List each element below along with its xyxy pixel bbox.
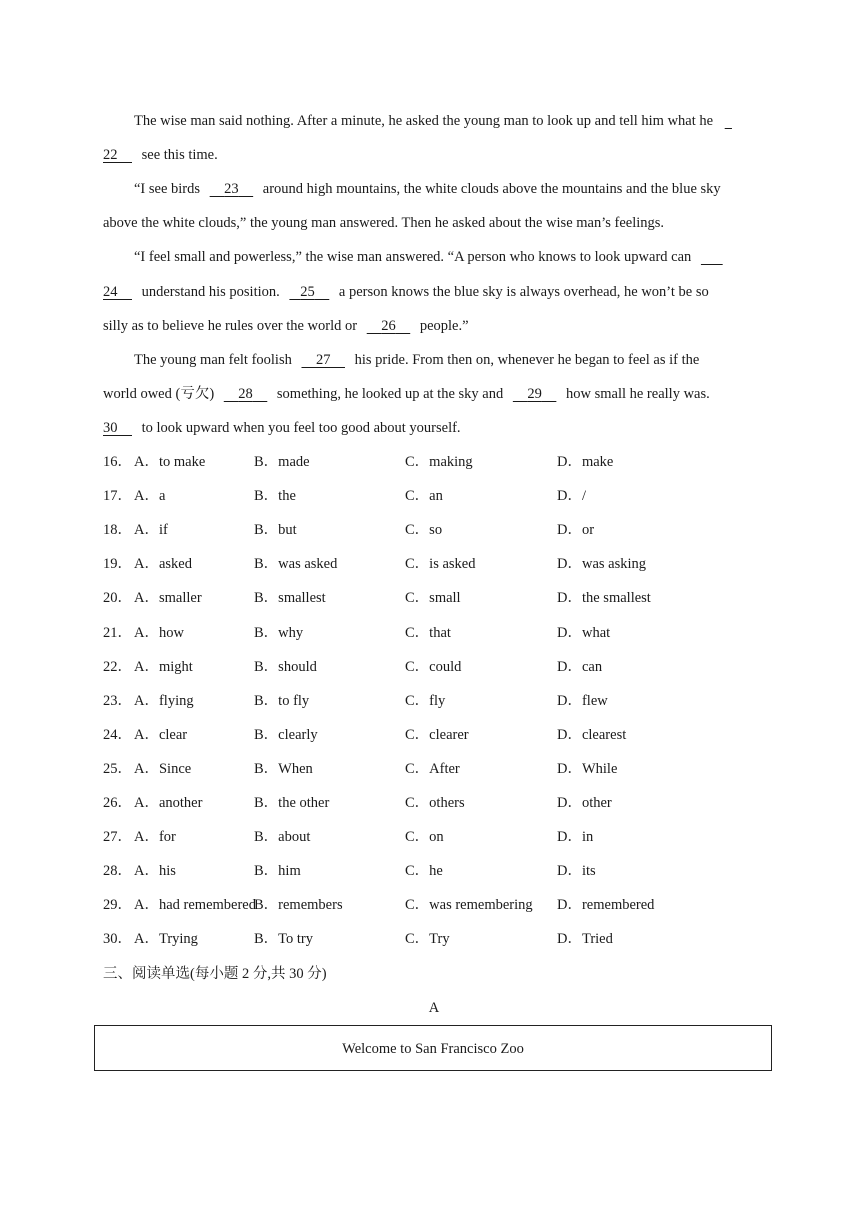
- option-a[interactable]: A．another: [134, 795, 203, 811]
- blank-23: 23: [224, 181, 239, 197]
- blank-27: 27: [315, 352, 331, 368]
- option-d[interactable]: D．/: [557, 488, 586, 505]
- passage-line: [134, 179, 721, 199]
- passage-text: something, he looked up at the sky and: [276, 386, 504, 402]
- option-b[interactable]: B．was asked: [254, 556, 338, 573]
- passage-text: see this time.: [141, 147, 218, 163]
- option-a[interactable]: A．for: [134, 829, 176, 846]
- passage-text: The wise man said nothing. After a minute, he asked the young man to look up and tell him what he: [134, 113, 714, 129]
- option-c[interactable]: C．Try: [405, 931, 450, 948]
- option-b[interactable]: B．but: [254, 522, 297, 539]
- option-b[interactable]: B．should: [254, 658, 317, 675]
- passage-line: [134, 247, 723, 267]
- option-d[interactable]: D．can: [557, 658, 603, 675]
- blank-22: 22: [103, 147, 118, 163]
- passage-text: silly as to believe he rules over the world or: [103, 318, 358, 334]
- option-a[interactable]: A．how: [134, 624, 184, 641]
- option-c[interactable]: C．so: [405, 522, 443, 539]
- blank-25: 25: [300, 284, 315, 300]
- option-a[interactable]: A．flying: [134, 692, 194, 709]
- blank-28: 28: [238, 386, 253, 402]
- option-a[interactable]: A．smaller: [134, 590, 202, 607]
- question-number: 30．: [103, 931, 132, 948]
- question-number: 20．: [103, 590, 132, 607]
- option-d[interactable]: D．flew: [557, 692, 608, 709]
- passage-text: world owed (亏欠): [103, 386, 215, 402]
- passage-line: [103, 213, 664, 233]
- option-a[interactable]: A．Trying: [134, 931, 198, 948]
- passage-line: [134, 111, 732, 131]
- option-b[interactable]: B．the: [254, 488, 296, 505]
- option-a[interactable]: A．to make: [134, 454, 206, 470]
- option-d[interactable]: D．was asking: [557, 556, 647, 573]
- question-number: 18．: [103, 522, 132, 539]
- question-number: 27．: [103, 829, 132, 846]
- passage-text: “I see birds: [134, 181, 201, 197]
- blank-30: 30: [103, 420, 118, 436]
- option-b[interactable]: B．When: [254, 760, 313, 777]
- passage-text: his pride. From then on, whenever he began to feel as if the: [354, 352, 700, 368]
- option-c[interactable]: C．making: [405, 454, 473, 470]
- passage-line: [103, 282, 709, 302]
- passage-label: A: [428, 1000, 440, 1016]
- passage-text: to look upward when you feel too good about yourself.: [141, 420, 461, 436]
- option-b[interactable]: B．smallest: [254, 590, 326, 607]
- option-a[interactable]: A．a: [134, 488, 166, 505]
- option-b[interactable]: B．remembers: [254, 897, 343, 914]
- question-number: 21．: [103, 624, 132, 641]
- option-c[interactable]: C．on: [405, 829, 444, 846]
- passage-text: “I feel small and powerless,” the wise man answered. “A person who knows to look upward can: [134, 249, 692, 265]
- option-a[interactable]: A．might: [134, 658, 193, 675]
- option-a[interactable]: A．had remembered: [134, 897, 256, 914]
- passage-line: [103, 384, 710, 404]
- passage-line: [134, 350, 699, 370]
- question-number: 25．: [103, 760, 132, 777]
- option-a[interactable]: A．if: [134, 522, 168, 539]
- option-d[interactable]: D．remembered: [557, 897, 655, 914]
- option-c[interactable]: C．he: [405, 863, 443, 880]
- option-c[interactable]: C．could: [405, 658, 462, 675]
- passage-line: [103, 418, 461, 438]
- option-d[interactable]: D．Tried: [557, 931, 613, 948]
- option-d[interactable]: D．what: [557, 624, 611, 641]
- question-number: 16．: [103, 454, 132, 470]
- passage-text: a person knows the blue sky is always overhead, he won’t be so: [338, 284, 709, 300]
- question-number: 17．: [103, 488, 132, 505]
- option-c[interactable]: C．clearer: [405, 726, 469, 743]
- option-d[interactable]: D．clearest: [557, 726, 627, 743]
- question-number: 26．: [103, 795, 132, 811]
- option-b[interactable]: B．the other: [254, 795, 330, 811]
- blank-22-start: [725, 113, 732, 129]
- option-c[interactable]: C．was remembering: [405, 897, 533, 914]
- reading-box: [94, 1025, 772, 1071]
- option-b[interactable]: B．to fly: [254, 692, 310, 709]
- blank-24: 24: [103, 284, 118, 300]
- section-heading: 三、阅读单选(每小题 2 分,共 30 分): [103, 966, 327, 982]
- box-title: Welcome to San Francisco Zoo: [342, 1041, 524, 1057]
- question-number: 23．: [103, 692, 132, 709]
- question-number: 24．: [103, 726, 132, 743]
- passage-text: people.”: [419, 318, 469, 334]
- option-d[interactable]: D．in: [557, 829, 594, 846]
- passage-text: around high mountains, the white clouds above the mountains and the blue sky: [262, 181, 721, 197]
- passage-text: The young man felt foolish: [134, 352, 292, 368]
- option-d[interactable]: D．its: [557, 863, 596, 880]
- passage-line: [103, 316, 469, 336]
- option-b[interactable]: B．To try: [254, 931, 313, 948]
- option-c[interactable]: C．that: [405, 624, 451, 641]
- option-c[interactable]: C．small: [405, 590, 461, 607]
- question-number: 19．: [103, 556, 132, 573]
- question-number: 28．: [103, 863, 132, 880]
- option-c[interactable]: C．is asked: [405, 556, 476, 573]
- option-d[interactable]: D．While: [557, 760, 618, 777]
- option-c[interactable]: C．After: [405, 760, 460, 777]
- option-b[interactable]: B．him: [254, 863, 301, 880]
- passage-line: [103, 145, 218, 165]
- question-number: 22．: [103, 658, 132, 675]
- option-c[interactable]: C．others: [405, 795, 465, 811]
- option-b[interactable]: B．about: [254, 829, 311, 846]
- option-a[interactable]: A．his: [134, 863, 176, 880]
- option-d[interactable]: D．make: [557, 454, 614, 470]
- blank-26: 26: [381, 318, 396, 334]
- option-c[interactable]: C．fly: [405, 692, 446, 709]
- passage-text: above the white clouds,” the young man answered. Then he asked about the wise man’s feelings.: [103, 215, 665, 231]
- option-a[interactable]: A．clear: [134, 726, 188, 743]
- option-c[interactable]: C．an: [405, 488, 443, 505]
- question-number: 29．: [103, 897, 132, 914]
- option-b[interactable]: B．why: [254, 624, 304, 641]
- passage-text: how small he really was.: [565, 386, 710, 402]
- option-a[interactable]: A．asked: [134, 556, 192, 573]
- option-b[interactable]: B．clearly: [254, 726, 318, 743]
- option-a[interactable]: A．Since: [134, 760, 192, 777]
- passage-text: understand his position.: [141, 284, 280, 300]
- option-d[interactable]: D．or: [557, 522, 595, 539]
- option-d[interactable]: D．other: [557, 795, 612, 811]
- option-d[interactable]: D．the smallest: [557, 590, 651, 607]
- blank-24-start: [701, 249, 723, 265]
- blank-29: 29: [527, 386, 542, 402]
- option-b[interactable]: B．made: [254, 454, 310, 470]
